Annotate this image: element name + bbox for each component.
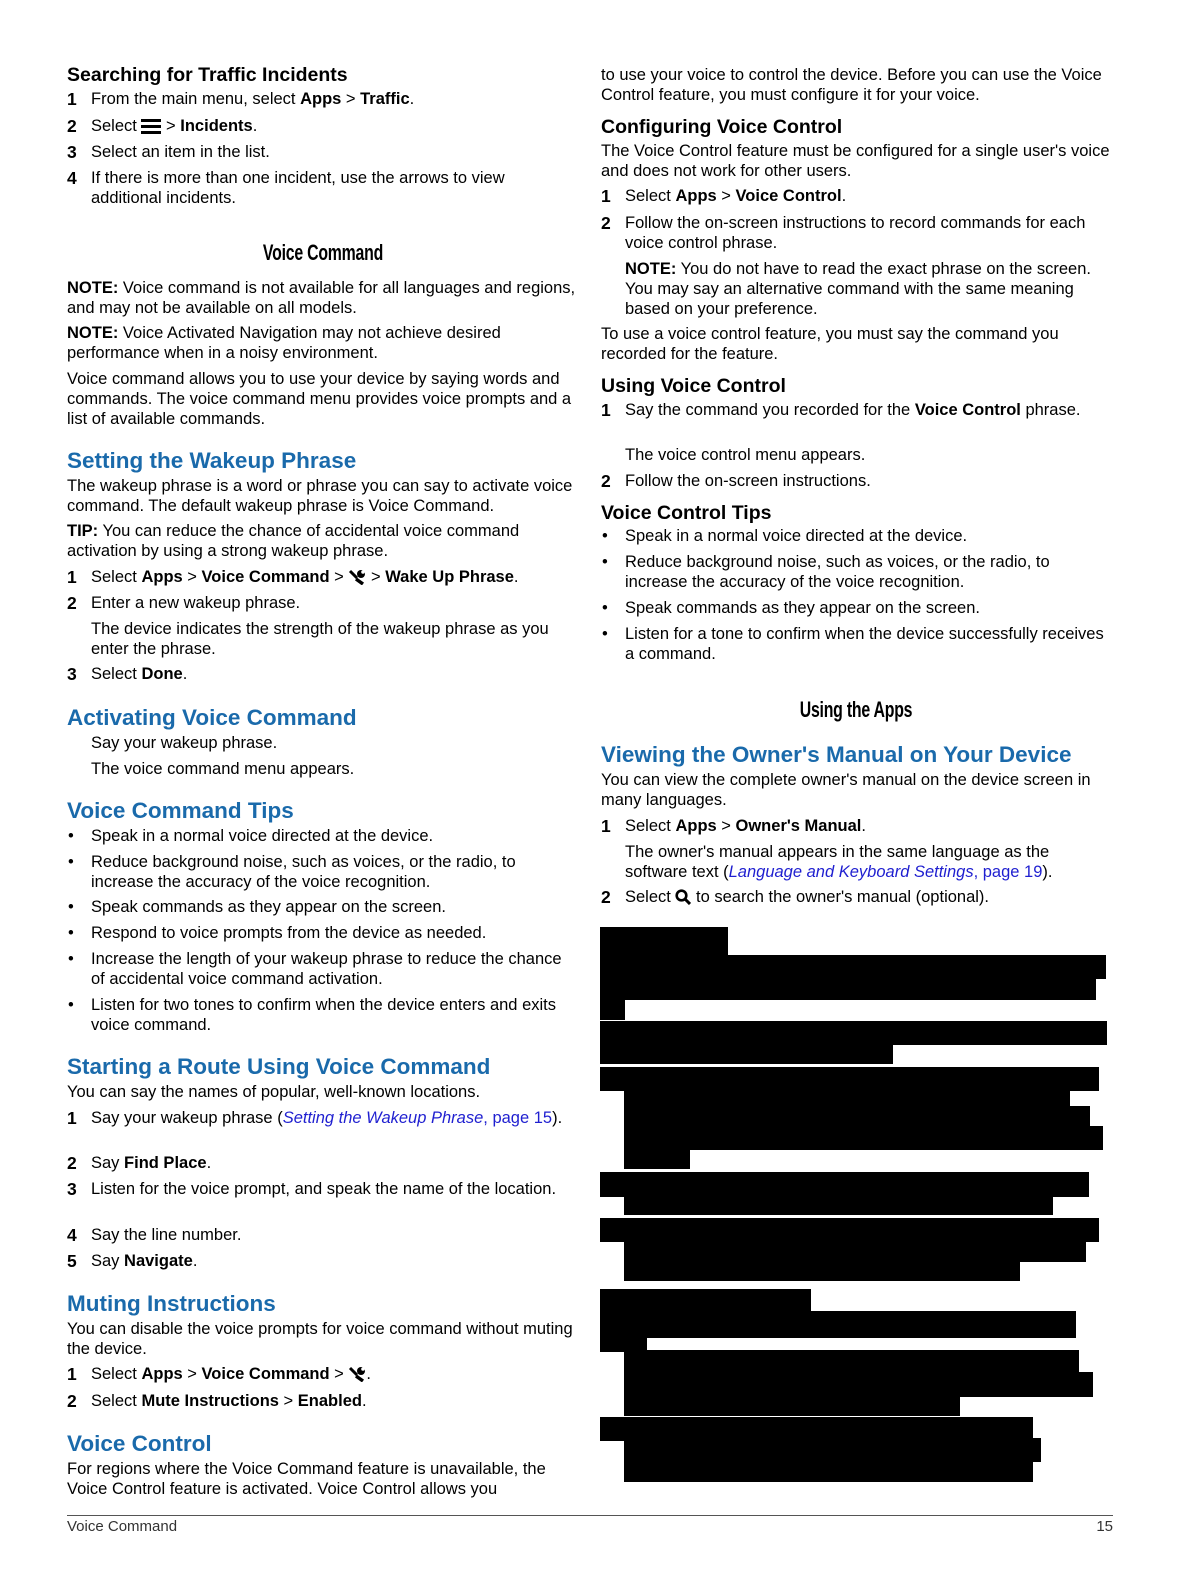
muting-step-2: 2 Select Mute Instructions > Enabled.	[67, 1391, 367, 1411]
vc-tip-item: • Speak commands as they appear on the screen.	[602, 599, 980, 617]
route-step-2: 2 Say Find Place.	[67, 1153, 212, 1173]
activating-line-2: The voice command menu appears.	[91, 760, 355, 778]
config-step-1: 1 Select Apps > Voice Control.	[601, 186, 847, 206]
heading-using-voice-control: Using Voice Control	[601, 375, 786, 397]
heading-viewing-owners-manual: Viewing the Owner's Manual on Your Device	[601, 742, 1072, 767]
route-step-4: 4 Say the line number.	[67, 1225, 242, 1245]
chapter-title-voice-command: Voice Command	[262, 240, 384, 265]
wakeup-step-2-result: The device indicates the strength of the wakeup phrase as you enter the phrase.	[91, 620, 549, 658]
heading-voice-control-tips: Voice Control Tips	[601, 502, 772, 524]
step-number: 2	[67, 1391, 77, 1411]
step-number: 3	[67, 142, 77, 162]
chapter-title-using-the-apps: Using the Apps	[799, 697, 913, 722]
using-step-1-result: The voice control menu appears.	[625, 446, 866, 464]
heading-muting-instructions: Muting Instructions	[67, 1291, 276, 1316]
tip-item: • Respond to voice prompts from the device as needed.	[68, 924, 487, 942]
wakeup-step-2: 2 Enter a new wakeup phrase.	[67, 593, 301, 613]
page-number: 15	[1096, 1518, 1113, 1535]
heading-wakeup-phrase: Setting the Wakeup Phrase	[67, 448, 357, 473]
vc-tip-item: • Listen for a tone to confirm when the device successfully receives a command.	[602, 625, 1104, 663]
vc-tip-item: • Reduce background noise, such as voices, or the radio, to increase the accuracy of the voice recognition.	[602, 553, 1050, 591]
step-number: 1	[67, 89, 77, 109]
manual-step-1: 1 Select Apps > Owner's Manual.	[601, 816, 866, 836]
voice-command-intro: Voice command allows you to use your device by saying words and commands. The voice command menu provides voice prompts and a list of available commands.	[67, 370, 572, 428]
footer-section-title: Voice Command	[67, 1518, 178, 1535]
wakeup-step-1: 1 Select Apps > Voice Command > > Wake Up Phrase.	[67, 567, 519, 587]
activating-line-1: Say your wakeup phrase.	[91, 734, 278, 752]
muting-intro: You can disable the voice prompts for voice command without muting the device.	[67, 1320, 573, 1358]
config-note: NOTE: You do not have to read the exact phrase on the screen. You may say an alternative command with the same meaning based on your preference.	[625, 260, 1091, 318]
tip-item: • Speak in a normal voice directed at the device.	[68, 827, 434, 845]
step-number: 2	[601, 471, 611, 491]
step-number: 2	[67, 116, 77, 136]
tip-item: • Listen for two tones to confirm when the device enters and exits voice command.	[68, 996, 556, 1034]
step-number: 1	[67, 1364, 77, 1384]
config-step-2: 2 Follow the on-screen instructions to record commands for each voice control phrase.	[601, 213, 1086, 252]
note-voice-command-languages: NOTE: Voice command is not available for all languages and regions, and may not be available on all models.	[67, 279, 576, 317]
step-number: 4	[67, 1225, 77, 1245]
menu-icon	[141, 118, 161, 134]
using-step-1: 1 Say the command you recorded for the Voice Control phrase.	[601, 400, 1081, 420]
heading-configuring-voice-control: Configuring Voice Control	[601, 116, 843, 138]
step-number: 1	[601, 186, 611, 206]
step-number: 2	[67, 1153, 77, 1173]
route-intro: You can say the names of popular, well-known locations.	[67, 1083, 481, 1101]
using-step-2: 2 Follow the on-screen instructions.	[601, 471, 871, 491]
wrench-icon	[348, 1366, 366, 1382]
config-intro: The Voice Control feature must be configured for a single user's voice and does not work for other users.	[601, 142, 1110, 180]
config-outro: To use a voice control feature, you must say the command you recorded for the feature.	[601, 325, 1059, 363]
wakeup-step-3: 3 Select Done.	[67, 664, 188, 684]
traffic-step-1: 1 From the main menu, select Apps > Traffic.	[67, 89, 415, 109]
traffic-step-4: 4 If there is more than one incident, use the arrows to view additional incidents.	[67, 168, 505, 207]
heading-starting-route: Starting a Route Using Voice Command	[67, 1054, 491, 1079]
link-setting-wakeup-phrase[interactable]: Setting the Wakeup Phrase	[282, 1109, 484, 1127]
heading-activating-voice-command: Activating Voice Command	[67, 705, 357, 730]
wakeup-intro: The wakeup phrase is a word or phrase you can say to activate voice command. The default wakeup phrase is Voice Command.	[67, 477, 573, 515]
tip-item: • Increase the length of your wakeup phrase to reduce the chance of accidental voice command activation.	[68, 950, 562, 988]
muting-step-1: 1 Select Apps > Voice Command > .	[67, 1364, 371, 1384]
search-icon	[675, 889, 691, 905]
step-number: 2	[601, 213, 611, 233]
step-number: 1	[601, 816, 611, 836]
vc-tip-item: • Speak in a normal voice directed at the device.	[602, 527, 968, 545]
route-step-5: 5 Say Navigate.	[67, 1251, 198, 1271]
manual-step-2: 2 Select to search the owner's manual (optional).	[601, 887, 990, 907]
step-number: 2	[67, 593, 77, 613]
step-number: 2	[601, 887, 611, 907]
traffic-step-3: 3 Select an item in the list.	[67, 142, 270, 162]
manual-step-1-result: The owner's manual appears in the same language as the software text (Language and Keyboard Settings, page 19).	[625, 843, 1053, 881]
tip-item: • Speak commands as they appear on the screen.	[68, 898, 446, 916]
wakeup-tip: TIP: You can reduce the chance of accidental voice command activation by using a strong wakeup phrase.	[67, 522, 520, 560]
note-noisy-environment: NOTE: Voice Activated Navigation may not achieve desired performance when in a noisy environment.	[67, 324, 501, 362]
route-step-3: 3 Listen for the voice prompt, and speak the name of the location.	[67, 1179, 557, 1199]
wrench-icon	[348, 569, 366, 585]
link-page-15[interactable]: page 15	[492, 1109, 553, 1127]
traffic-step-2: 2 Select > Incidents.	[67, 116, 258, 136]
footer-rule	[67, 1515, 1113, 1516]
route-step-1: 1 Say your wakeup phrase (Setting the Wakeup Phrase, page 15).	[67, 1108, 563, 1128]
manual-intro: You can view the complete owner's manual on the device screen in many languages.	[601, 771, 1091, 809]
step-number: 1	[601, 400, 611, 420]
step-number: 4	[67, 168, 77, 188]
link-page-19[interactable]: page 19	[982, 863, 1043, 881]
heading-voice-command-tips: Voice Command Tips	[67, 798, 294, 823]
tip-item: • Reduce background noise, such as voices, or the radio, to increase the accuracy of the voice recognition.	[68, 853, 516, 891]
step-number: 3	[67, 664, 77, 684]
voice-control-intro: For regions where the Voice Command feature is unavailable, the Voice Control feature is activated. Voice Control allows you	[67, 1460, 546, 1498]
step-number: 1	[67, 567, 77, 587]
step-number: 5	[67, 1251, 77, 1271]
heading-voice-control: Voice Control	[67, 1431, 212, 1456]
voice-control-continued: to use your voice to control the device. Before you can use the Voice Control feature, you must configure it for your voice.	[601, 66, 1102, 104]
heading-searching-traffic: Searching for Traffic Incidents	[67, 64, 348, 86]
step-number: 3	[67, 1179, 77, 1199]
link-language-keyboard-settings[interactable]: Language and Keyboard Settings	[728, 863, 974, 881]
step-number: 1	[67, 1108, 77, 1128]
